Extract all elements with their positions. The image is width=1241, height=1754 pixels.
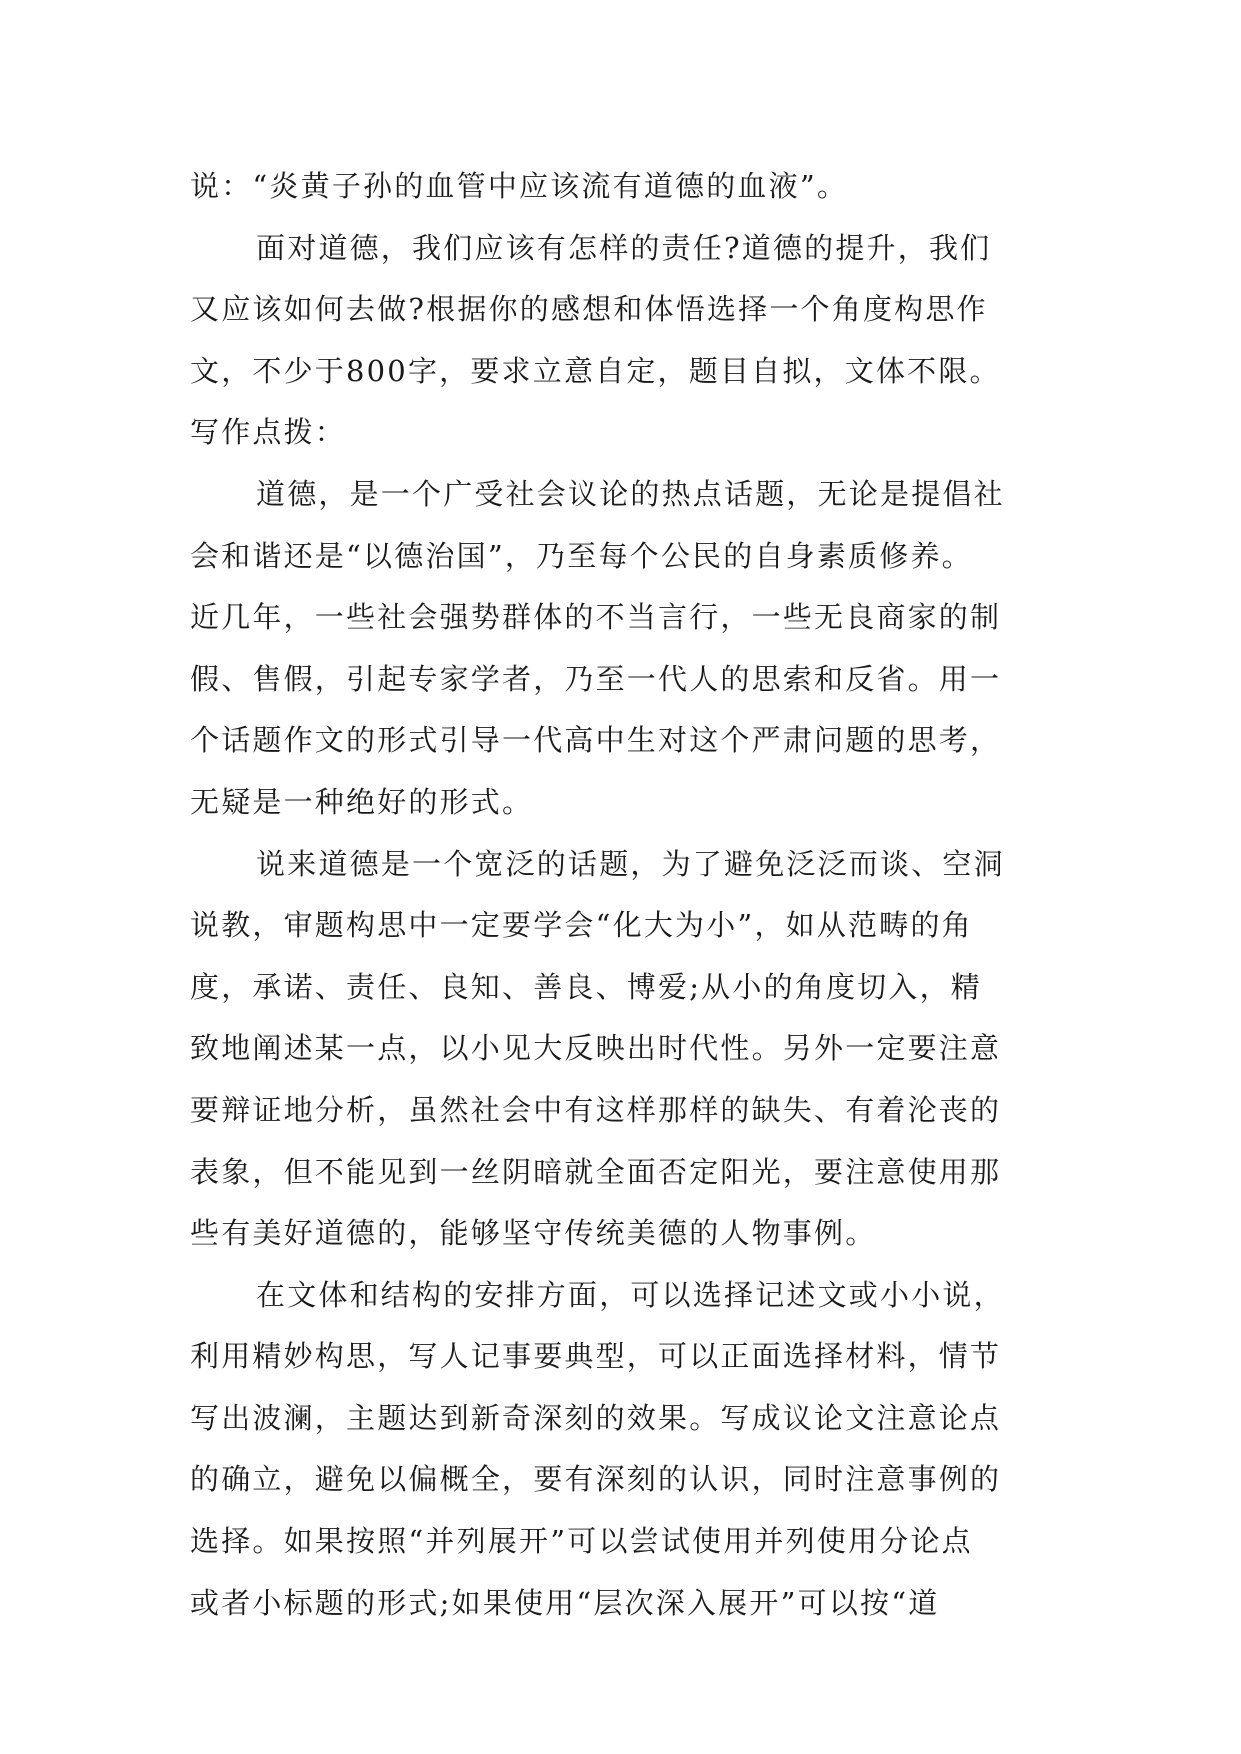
text-line: 假、售假，引起专家学者，乃至一代人的思索和反省。用一 (190, 661, 1002, 696)
text-line: 道德，是一个广受社会议论的热点话题，无论是提倡社 (256, 476, 1005, 511)
text-line: 在文体和结构的安排方面，可以选择记述文或小小说， (256, 1277, 1005, 1312)
text-line: 又应该如何去做?根据你的感想和体悟选择一个角度构思作 (190, 292, 988, 327)
text-line: 利用精妙构思，写人记事要典型，可以正面选择材料，情节 (190, 1339, 1002, 1374)
text-line: 说教，审题构思中一定要学会“化大为小”，如从范畴的角 (190, 908, 973, 943)
text-line: 写出波澜，主题达到新奇深刻的效果。写成议论文注意论点 (190, 1400, 1002, 1435)
text-line: 文，不少于800字，要求立意自定，题目自拟，文体不限。 (190, 353, 1001, 388)
text-line: 面对道德，我们应该有怎样的责任?道德的提升，我们 (256, 230, 992, 265)
text-line: 要辩证地分析，虽然社会中有这样那样的缺失、有着沦丧的 (190, 1092, 1002, 1127)
text-line: 说：“炎黄子孙的血管中应该流有道德的血液”。 (190, 169, 849, 203)
section-heading: 写作点拨： (190, 415, 347, 450)
text-line: 或者小标题的形式;如果使用“层次深入展开”可以按“道 (190, 1585, 940, 1620)
text-line: 无疑是一种绝好的形式。 (190, 784, 534, 819)
text-line: 表象，但不能见到一丝阴暗就全面否定阳光，要注意使用那 (190, 1154, 1002, 1189)
text-line: 会和谐还是“以德治国”，乃至每个公民的自身素质修养。 (190, 538, 973, 573)
text-line: 近几年，一些社会强势群体的不当言行，一些无良商家的制 (190, 600, 1002, 635)
text-line: 选择。如果按照“并列展开”可以尝试使用并列使用分论点 (190, 1524, 973, 1559)
body-text (190, 156, 1070, 1634)
text-line: 个话题作文的形式引导一代高中生对这个严肃问题的思考， (190, 723, 1002, 758)
text-line: 说来道德是一个宽泛的话题，为了避免泛泛而谈、空洞 (256, 846, 1005, 881)
text-line: 的确立，避免以偏概全，要有深刻的认识，同时注意事例的 (190, 1462, 1002, 1497)
text-line: 度，承诺、责任、良知、善良、博爱;从小的角度切入，精 (190, 969, 982, 1004)
text-line: 些有美好道德的，能够坚守传统美德的人物事例。 (190, 1216, 877, 1251)
text-line: 致地阐述某一点，以小见大反映出时代性。另外一定要注意 (190, 1031, 1002, 1066)
